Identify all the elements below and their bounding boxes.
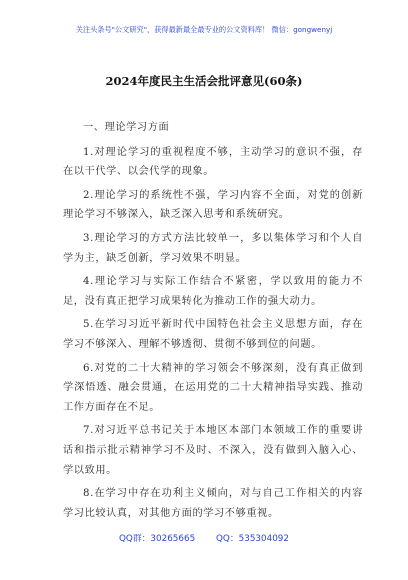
footer-qq-group: QQ群：30265665: [118, 534, 196, 544]
header-promo-note: 关注头条号"公文研究"，获得最新最全最专业的公文资料库！ 微信：gongwenyj: [75, 25, 333, 34]
footer-contact: [0, 531, 408, 544]
list-item: 4.理论学习与实际工作结合不紧密，学以致用的能力不足，没有真正把学习成果转化为推动工作的强大动力。: [63, 276, 363, 307]
list-item: 5.在学习习近平新时代中国特色社会主义思想方面，存在学习不够深入、理解不够透彻、贯彻不够到位的问题。: [63, 319, 363, 350]
list-item: 8.在学习中存在功利主义倾向，对与自己工作相关的内容学习比较认真，对其他方面的学习不够重视。: [63, 488, 363, 519]
list-item: 1.对理论学习的重视程度不够，主动学习的意识不强，存在以干代学、以会代学的现象。: [63, 146, 363, 178]
list-item: 3.理论学习的方式方法比较单一，多以集体学习和个人自学为主，缺乏创新，学习效果不明显。: [63, 232, 363, 264]
footer-qq: QQ：535304092: [215, 534, 290, 544]
document-title: 2024年度民主生活会批评意见(60条): [105, 74, 303, 88]
document-body: [63, 118, 363, 527]
section-heading: 一、理论学习方面: [83, 122, 170, 133]
list-item: 7.对习近平总书记关于本地区本部门本领域工作的重要讲话和指示批示精神学习不及时、不深入，没有做到入脑入心、学以致用。: [63, 425, 363, 476]
list-item: 2.理论学习的系统性不强，学习内容不全面，对党的创新理论学习不够深入，缺乏深入思考和系统研究。: [63, 189, 363, 221]
list-item: 6.对党的二十大精神的学习领会不够深刻，没有真正做到学深悟透、融会贯通，在运用党的二十大精神指导实践、推动工作方面存在不足。: [63, 362, 363, 413]
